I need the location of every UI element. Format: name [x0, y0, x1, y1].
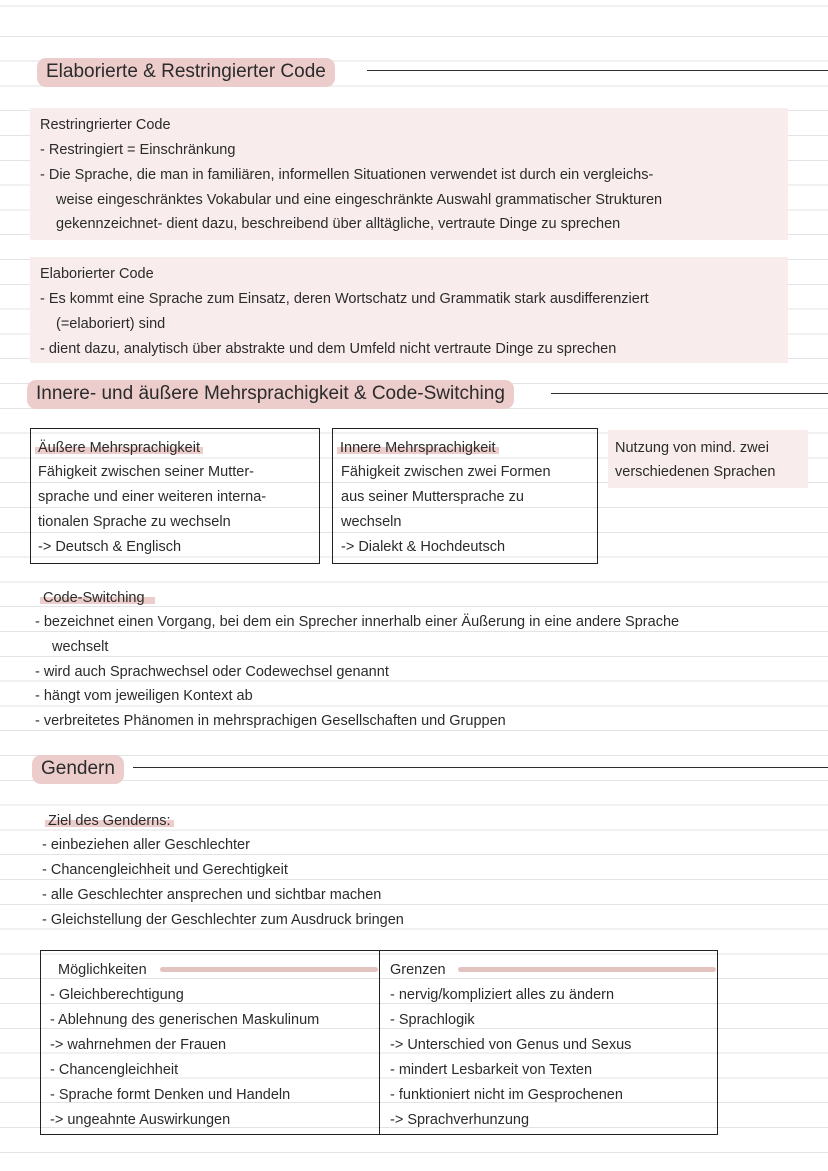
gender-goal-line: - Chancengleichheit und Gerechtigkeit [42, 862, 288, 878]
elaborated-line: (=elaboriert) sind [56, 316, 166, 332]
table-left-title: Möglichkeiten [58, 962, 147, 978]
table-right-title: Grenzen [390, 962, 446, 978]
inner-line: Fähigkeit zwischen zwei Formen [341, 464, 551, 480]
elaborated-line: - Es kommt eine Sprache zum Einsatz, deren Wortschatz und Grammatik stark ausdifferenziert [40, 291, 649, 307]
elaborated-code-title: Elaborierter Code [40, 266, 154, 282]
codeswitching-title: Code-Switching [40, 586, 155, 611]
heading-rule [551, 393, 828, 394]
elaborated-line: - dient dazu, analytisch über abstrakte und dem Umfeld nicht vertraute Dinge zu sprechen [40, 341, 617, 357]
right-title-underline [458, 967, 716, 972]
table-left-line: - Gleichberechtigung [50, 987, 184, 1003]
gender-goal-line: - Gleichstellung der Geschlechter zum Ausdruck bringen [42, 912, 404, 928]
gender-goal-title: Ziel des Genderns: [45, 809, 174, 834]
inner-multilingualism-title: Innere Mehrsprachigkeit [337, 436, 499, 461]
heading-rule [133, 767, 828, 768]
table-right-line: -> Sprachverhunzung [390, 1112, 530, 1128]
codeswitching-line: - verbreitetes Phänomen in mehrsprachigen Gesellschaften und Gruppen [35, 713, 506, 729]
table-right-line: - nervig/kompliziert alles zu ändern [390, 987, 615, 1003]
restricted-line: - Restringiert = Einschränkung [40, 142, 236, 158]
codeswitching-line: - hängt vom jeweiligen Kontext ab [35, 688, 253, 704]
table-right-line: - mindert Lesbarkeit von Texten [390, 1062, 593, 1078]
codeswitching-line: - bezeichnet einen Vorgang, bei dem ein Sprecher innerhalb einer Äußerung in eine andere Sprache [35, 614, 680, 630]
note-line: verschiedenen Sprachen [615, 464, 776, 480]
restricted-line: gekennzeichnet- dient dazu, beschreibend über alltägliche, vertraute Dinge zu sprechen [56, 216, 621, 232]
outer-line: sprache und einer weiteren interna- [38, 489, 267, 505]
table-right-line: - Sprachlogik [390, 1012, 475, 1028]
table-divider [379, 950, 380, 1135]
table-right-line: -> Unterschied von Genus und Sexus [390, 1037, 632, 1053]
inner-line: aus seiner Muttersprache zu [341, 489, 524, 505]
outer-multilingualism-title: Äußere Mehrsprachigkeit [35, 436, 203, 461]
gender-goal-line: - alle Geschlechter ansprechen und sichtbar machen [42, 887, 382, 903]
table-left-line: -> ungeahnte Auswirkungen [50, 1112, 231, 1128]
section-heading-code: Elaborierte & Restringierter Code [37, 58, 335, 87]
table-left-line: -> wahrnehmen der Frauen [50, 1037, 227, 1053]
table-left-line: - Sprache formt Denken und Handeln [50, 1087, 291, 1103]
outer-line: tionalen Sprache zu wechseln [38, 514, 231, 530]
inner-line: -> Dialekt & Hochdeutsch [341, 539, 506, 555]
gender-goal-line: - einbeziehen aller Geschlechter [42, 837, 250, 853]
table-right-line: - funktioniert nicht im Gesprochenen [390, 1087, 623, 1103]
section-heading-multilingualism: Innere- und äußere Mehrsprachigkeit & Code-Switching [27, 380, 514, 409]
table-left-line: - Ablehnung des generischen Maskulinum [50, 1012, 320, 1028]
codeswitching-line: - wird auch Sprachwechsel oder Codewechsel genannt [35, 664, 389, 680]
left-title-underline [160, 967, 378, 972]
heading-rule [367, 70, 828, 71]
restricted-code-title: Restringrierter Code [40, 117, 171, 133]
inner-line: wechseln [341, 514, 402, 530]
section-heading-gendern: Gendern [32, 755, 124, 784]
restricted-line: - Die Sprache, die man in familiären, informellen Situationen verwendet ist durch ein vergleichs- [40, 167, 654, 183]
outer-line: -> Deutsch & Englisch [38, 539, 182, 555]
codeswitching-line: wechselt [52, 639, 109, 655]
table-left-line: - Chancengleichheit [50, 1062, 179, 1078]
restricted-line: weise eingeschränktes Vokabular und eine eingeschränkte Auswahl grammatischer Strukturen [56, 192, 663, 208]
outer-line: Fähigkeit zwischen seiner Mutter- [38, 464, 254, 480]
note-line: Nutzung von mind. zwei [615, 440, 769, 456]
